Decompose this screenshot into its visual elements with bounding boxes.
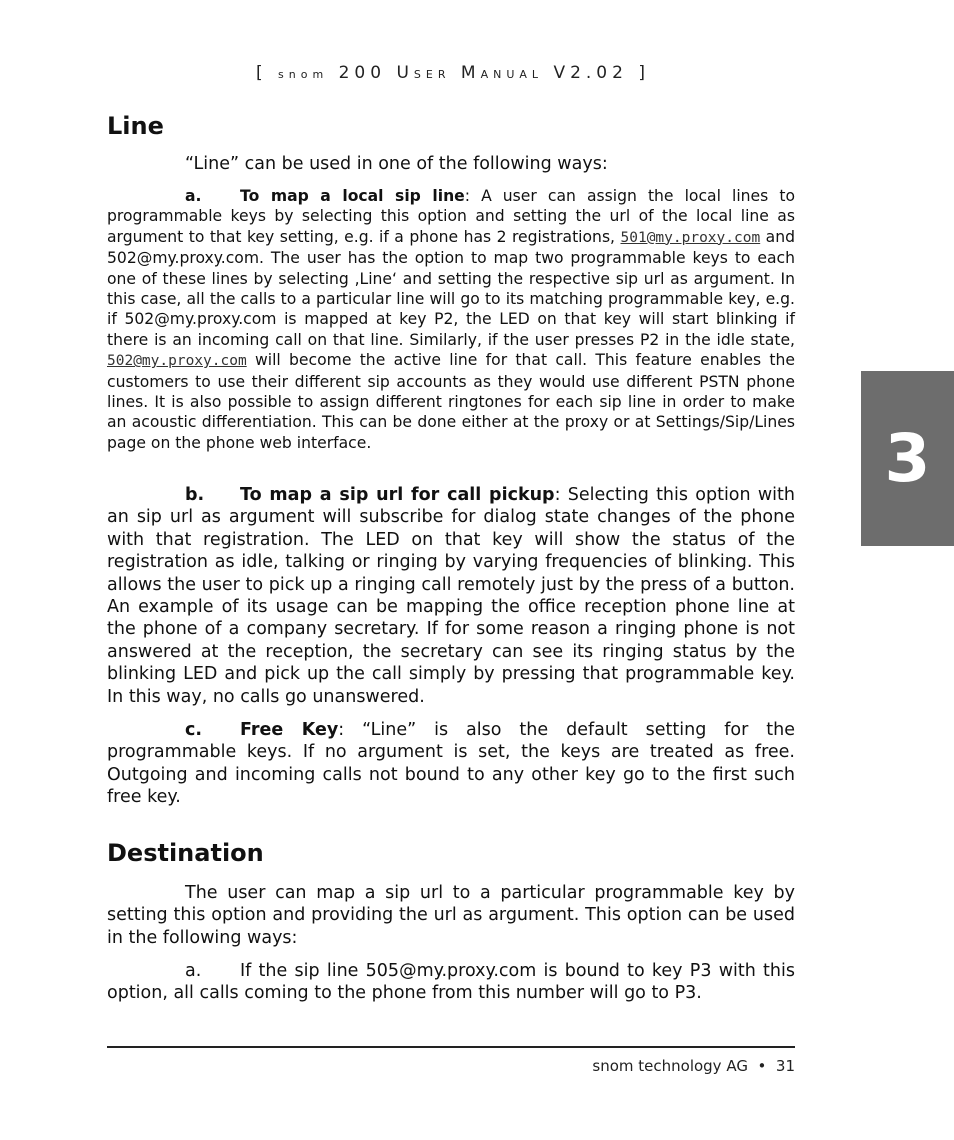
header-word2: MANUAL (460, 63, 544, 83)
item-title: To map a sip url for call pickup (240, 485, 555, 505)
line-intro-paragraph (107, 153, 795, 175)
item-title: To map a local sip line (240, 187, 465, 205)
footer-company: snom technology AG (592, 1057, 748, 1075)
email-link[interactable]: 502@my.proxy.com (107, 353, 247, 370)
header-model: 200 (338, 63, 387, 83)
header-bracket-close: ] (638, 63, 650, 83)
item-label: b. (185, 485, 205, 505)
line-item-c: c. Free Key: “Line” is also the default setting for the programmable keys. If no argument is set, the keys are treated as free. Outgoing and incoming calls not bound to any other key go to the first such free key. (107, 720, 795, 808)
item-label: a. (185, 961, 202, 981)
header-brand: snom (278, 68, 329, 81)
page-number: 31 (775, 1057, 795, 1075)
item-title: Free Key (240, 720, 339, 740)
section-heading-line: Line (107, 112, 164, 140)
chapter-tab: 3 (861, 371, 954, 546)
footer-bullet: • (757, 1057, 767, 1075)
item-label: a. (185, 187, 202, 205)
line-item-b: b. To map a sip url for call pickup: Selecting this option with an sip url as argument will subscribe for dialog state changes of the phone with that registration. The LED on that key will show the status of the registration as idle, talking or ringing by varying frequencies of blinking. This allows the user to pick up a ringing call remotely just by the press of a button. An example of its usage can be mapping the office reception phone line at the phone of a company secretary. If for some reason a ringing phone is not answered at the reception, the secretary can see its ringing status by the blinking LED and pick up the call simply by pressing that programmable key. In this way, no calls go unanswered. (107, 485, 795, 707)
running-header (0, 63, 906, 83)
destination-intro-paragraph: The user can map a sip url to a particular programmable key by setting this option and providing the url as argument. This option can be used in the following ways: (107, 883, 795, 948)
page-footer (592, 1057, 795, 1075)
line-intro-text: “Line” can be used in one of the following ways: (185, 154, 608, 174)
destination-item-a: a. If the sip line 505@my.proxy.com is bound to key P3 with this option, all calls coming to the phone from this number will go to P3. (107, 961, 795, 1004)
line-item-a: a. To map a local sip line: A user can assign the local lines to programmable keys by selecting this option and setting the url of the local line as argument to that key setting, e.g. if a phone has 2 registrations, 501@my.proxy.com and 502@my.proxy.com. The user has the option to map two programmable keys to each one of these lines by selecting ‚Line‘ and setting the respective sip url as argument. In this case, all the calls to a particular line will go to its matching programmable key, e.g. if 502@my.proxy.com is mapped at key P2, the LED on that key will start blinking if there is an incoming call on that line. Similarly, if the user presses P2 in the idle state, 502@my.proxy.com will become the active line for that call. This feature enables the customers to use their different sip accounts as they would use different PSTN phone lines. It is also possible to assign different ringtones for each sip line in order to make an acoustic differentiation. This can be done either at the proxy or at Settings/Sip/Lines page on the phone web interface. (107, 187, 795, 452)
footer-rule (107, 1046, 795, 1048)
email-link[interactable]: 501@my.proxy.com (620, 229, 761, 246)
header-bracket-open: [ (256, 63, 268, 83)
item-label: c. (185, 720, 203, 740)
header-word1: USER (396, 63, 451, 83)
section-heading-destination: Destination (107, 839, 264, 867)
header-version: V2.02 (553, 63, 628, 83)
